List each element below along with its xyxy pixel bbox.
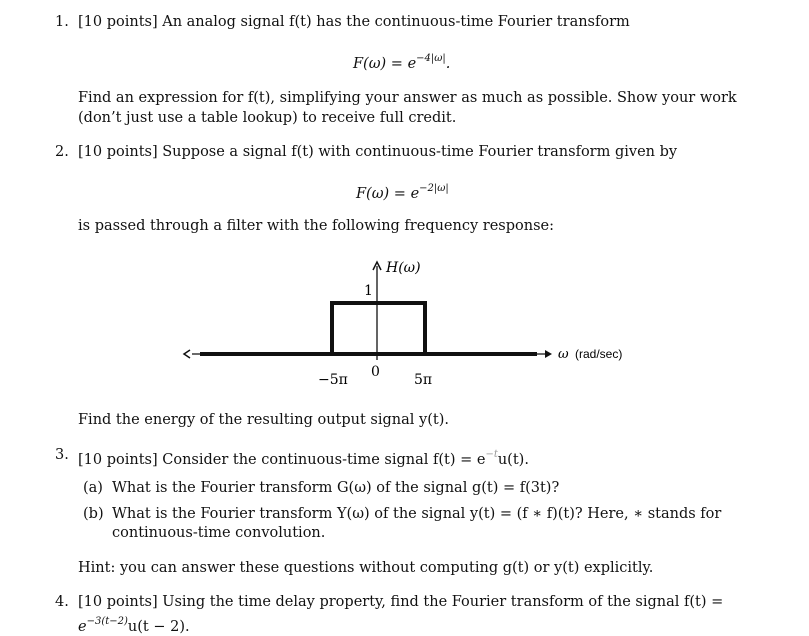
- problem-4-number: 4.: [55, 594, 69, 610]
- omega-axis-arrow-right: [545, 350, 552, 358]
- exponent: −3(t−2): [86, 616, 128, 627]
- tick-label-zero: 0: [371, 364, 380, 380]
- problem-4-text-line2: [78, 613, 190, 636]
- problem-2-closing: Find the energy of the resulting output signal y(t).: [78, 412, 449, 428]
- problem-2-number: 2.: [55, 144, 69, 160]
- part-a-label: (a): [83, 480, 103, 496]
- problem-3-number: 3.: [55, 447, 69, 463]
- problem-1-instructions-line1: Find an expression for f(t), simplifying your answer as much as possible. Show your work: [78, 90, 737, 106]
- omega-axis-label: ω: [558, 347, 569, 362]
- h-axis-label: H(ω): [386, 260, 421, 276]
- equation-lhs: F(ω) = e: [353, 56, 417, 72]
- problem-3-hint: Hint: you can answer these questions without computing g(t) or y(t) explicitly.: [78, 560, 654, 576]
- filter-passband: [332, 303, 425, 354]
- problem-4-tail: u(t − 2).: [127, 619, 190, 635]
- part-a-text: What is the Fourier transform G(ω) of the signal g(t) = f(3t)?: [112, 480, 560, 496]
- base-e: e: [78, 619, 87, 635]
- equation-lhs: F(ω) = e: [356, 186, 420, 202]
- part-b-label: (b): [83, 506, 104, 522]
- equation-tail: .: [445, 56, 451, 72]
- problem-3-text-main: [10 points] Consider the continuous-time signal f(t) = e: [78, 452, 486, 468]
- problem-2-text: [10 points] Suppose a signal f(t) with continuous-time Fourier transform given by: [78, 144, 678, 160]
- equation-exponent: −2|ω|: [419, 183, 449, 194]
- problem-1-text: [10 points] An analog signal f(t) has the continuous-time Fourier transform: [78, 14, 630, 30]
- problem-1-number: 1.: [55, 14, 69, 30]
- part-b-text-line2: continuous-time convolution.: [112, 525, 326, 541]
- problem-4-text-line1: [10 points] Using the time delay property, find the Fourier transform of the signal f(t) =: [78, 594, 724, 610]
- problem-2-filter-text: is passed through a filter with the following frequency response:: [78, 218, 554, 234]
- equation-exponent: −4|ω|: [416, 53, 446, 64]
- tick-label-5pi: 5π: [414, 372, 433, 388]
- problem-3-text: [78, 446, 529, 469]
- problem-3-text-tail: u(t).: [497, 452, 529, 468]
- tick-label-neg-5pi: −5π: [318, 372, 348, 388]
- omega-axis-arrow-left: [184, 350, 190, 358]
- height-label: 1: [364, 283, 373, 299]
- omega-axis-unit: (rad/sec): [575, 347, 623, 361]
- exponent: −t: [485, 449, 498, 460]
- problem-1-instructions-line2: (don’t just use a table lookup) to receive full credit.: [78, 110, 457, 126]
- part-b-text-line1: What is the Fourier transform Y(ω) of the signal y(t) = (f ∗ f)(t)? Here, ∗ stands for: [112, 506, 722, 522]
